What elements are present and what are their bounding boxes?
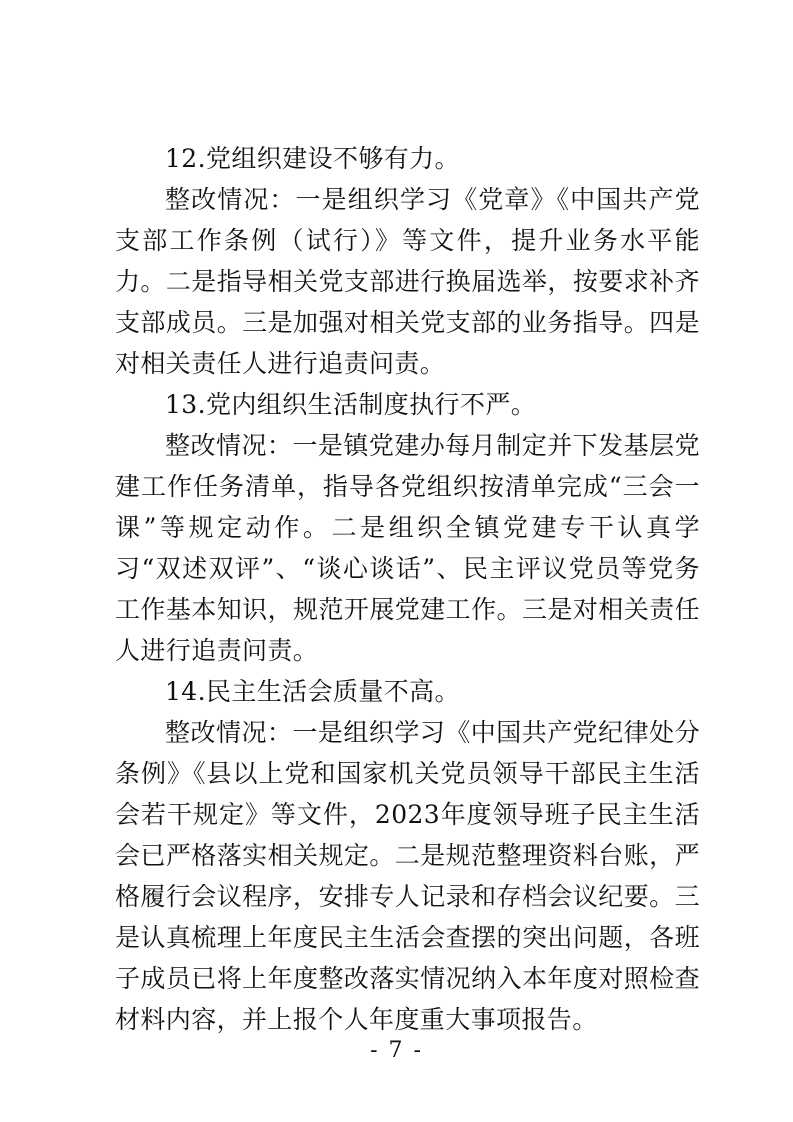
section-heading-14: 14.民主生活会质量不高。 bbox=[165, 677, 460, 706]
section-heading-13: 13.党内组织生活制度执行不严。 bbox=[165, 390, 537, 419]
section-heading-12: 12.党组织建设不够有力。 bbox=[165, 144, 460, 173]
section-body-13: 整改情况：一是镇党建办每月制定并下发基层党建工作任务清单，指导各党组织按清单完成“三会一课”等规定动作。二是组织全镇党建专干认真学习“双述双评”、“谈心谈话”、民主评议党员等党务工作基本知识，规范开展党建工作。三是对相关责任人进行追责问责。 bbox=[115, 431, 700, 665]
section-body-12: 整改情况：一是组织学习《党章》《中国共产党支部工作条例（试行）》等文件，提升业务水平能力。二是指导相关党支部进行换届选举，按要求补齐支部成员。三是加强对相关党支部的业务指导。四是对相关责任人进行追责问责。 bbox=[115, 185, 700, 378]
document-body bbox=[115, 138, 700, 1040]
page-number: - 7 - bbox=[370, 1038, 423, 1063]
section-body-14: 整改情况：一是组织学习《中国共产党纪律处分条例》《县以上党和国家机关党员领导干部民主生活会若干规定》等文件，2023年度领导班子民主生活会已严格落实相关规定。二是规范整理资料台账，严格履行会议程序，安排专人记录和存档会议纪要。三是认真梳理上年度民主生活会查摆的突出问题，各班子成员已将上年度整改落实情况纳入本年度对照检查材料内容，并上报个人年度重大事项报告。 bbox=[115, 718, 700, 1034]
